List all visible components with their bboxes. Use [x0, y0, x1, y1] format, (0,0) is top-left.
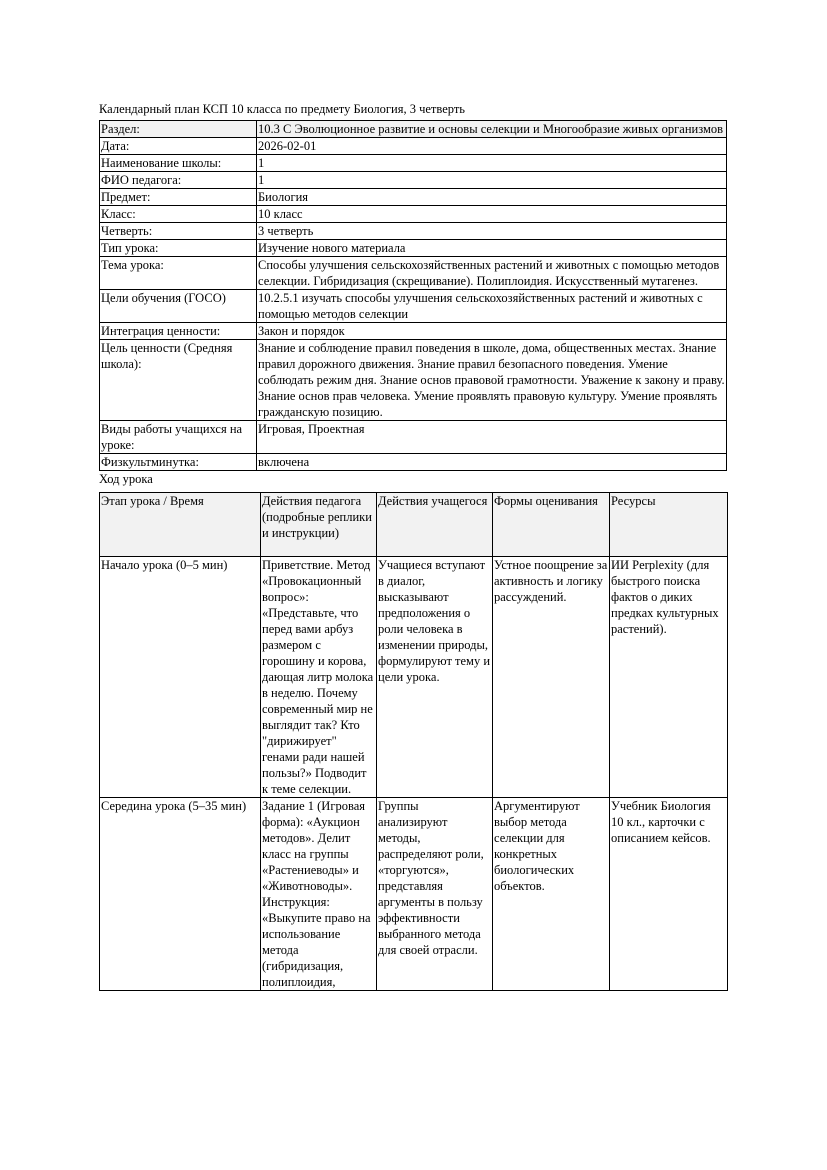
info-key: Дата: — [100, 138, 257, 155]
info-value: 1 — [257, 155, 727, 172]
info-key: Наименование школы: — [100, 155, 257, 172]
info-row — [100, 340, 727, 421]
plan-cell: Группы анализируют методы, распределяют роли, «торгуются», представляя аргументы в пользу эффективности выбранного метода для своей отрасли. — [377, 798, 493, 991]
plan-header-cell: Этап урока / Время — [100, 493, 261, 557]
plan-cell: Аргументируют выбор метода селекции для конкретных биологических объектов. — [493, 798, 610, 991]
plan-header-row — [100, 493, 728, 557]
info-value: Игровая, Проектная — [257, 421, 727, 454]
plan-cell: Учащиеся вступают в диалог, высказывают предположения о роли человека в изменении природы, формулируют тему и цели урока. — [377, 557, 493, 798]
info-row — [100, 257, 727, 290]
plan-cell: Приветствие. Метод «Провокационный вопрос»: «Представьте, что перед вами арбуз размером с горошину и корова, дающая литр молока в неделю. Почему современный мир не выглядит так? Кто "дирижирует" генами ради нашей пользы?» Подводит к теме селекции. — [261, 557, 377, 798]
info-value: 10.2.5.1 изучать способы улучшения сельскохозяйственных растений и животных с помощью методов селекции — [257, 290, 727, 323]
info-row — [100, 454, 727, 471]
document-page — [99, 100, 727, 991]
lesson-flow-label: Ход урока — [99, 472, 153, 486]
info-value: Закон и порядок — [257, 323, 727, 340]
info-row — [100, 240, 727, 257]
lesson-info-table — [99, 120, 727, 471]
info-key: Четверть: — [100, 223, 257, 240]
plan-cell: ИИ Perplexity (для быстрого поиска фактов о диких предках культурных растений). — [610, 557, 728, 798]
info-value: включена — [257, 454, 727, 471]
info-row — [100, 172, 727, 189]
info-row — [100, 155, 727, 172]
info-value: Изучение нового материала — [257, 240, 727, 257]
info-key: Интеграция ценности: — [100, 323, 257, 340]
info-key: Цель ценности (Средняя школа): — [100, 340, 257, 421]
lesson-plan-table — [99, 492, 728, 991]
plan-row — [100, 557, 728, 798]
plan-header-cell: Формы оценивания — [493, 493, 610, 557]
info-row — [100, 121, 727, 138]
info-value: 3 четверть — [257, 223, 727, 240]
info-value: 2026-02-01 — [257, 138, 727, 155]
info-key: Виды работы учащихся на уроке: — [100, 421, 257, 454]
plan-cell: Устное поощрение за активность и логику рассуждений. — [493, 557, 610, 798]
info-key: ФИО педагога: — [100, 172, 257, 189]
plan-header-cell: Ресурсы — [610, 493, 728, 557]
info-key: Цели обучения (ГОСО) — [100, 290, 257, 323]
info-key: Предмет: — [100, 189, 257, 206]
info-row — [100, 323, 727, 340]
plan-cell: Начало урока (0–5 мин) — [100, 557, 261, 798]
plan-header-cell: Действия учащегося — [377, 493, 493, 557]
info-value: 1 — [257, 172, 727, 189]
info-row — [100, 189, 727, 206]
info-key: Физкультминутка: — [100, 454, 257, 471]
info-key: Класс: — [100, 206, 257, 223]
plan-header-cell: Действия педагога (подробные реплики и инструкции) — [261, 493, 377, 557]
info-row — [100, 138, 727, 155]
info-row — [100, 421, 727, 454]
plan-cell: Задание 1 (Игровая форма): «Аукцион методов». Делит класс на группы «Растениеводы» и «Животноводы». Инструкция: «Выкупите право на использование метода (гибридизация, полиплоидия, — [261, 798, 377, 991]
info-row — [100, 223, 727, 240]
info-value: Способы улучшения сельскохозяйственных растений и животных с помощью методов селекции. Гибридизация (скрещивание). Полиплоидия. Искусственный мутагенез. — [257, 257, 727, 290]
info-key: Тема урока: — [100, 257, 257, 290]
info-value: 10 класс — [257, 206, 727, 223]
plan-cell: Середина урока (5–35 мин) — [100, 798, 261, 991]
info-row — [100, 206, 727, 223]
plan-cell: Учебник Биология 10 кл., карточки с описанием кейсов. — [610, 798, 728, 991]
plan-row — [100, 798, 728, 991]
document-title: Календарный план КСП 10 класса по предмету Биология, 3 четверть — [99, 102, 466, 116]
info-key: Раздел: — [100, 121, 257, 138]
info-value: 10.3 С Эволюционное развитие и основы селекции и Многообразие живых организмов — [257, 121, 727, 138]
info-key: Тип урока: — [100, 240, 257, 257]
info-value: Знание и соблюдение правил поведения в школе, дома, общественных местах. Знание правил дорожного движения. Знание правил безопасного поведения. Умение соблюдать режим дня. Знание основ правовой грамотности. Уважение к закону и праву. Знание основ прав человека. Умение проявлять правовую культуру. Умение проявлять гражданскую позицию. — [258, 341, 725, 419]
info-value: Биология — [257, 189, 727, 206]
info-row — [100, 290, 727, 323]
